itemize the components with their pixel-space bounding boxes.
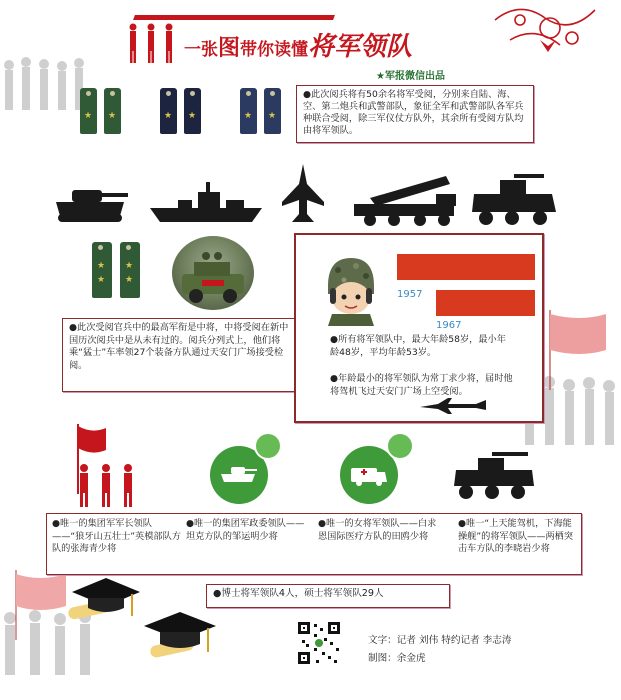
chart-category-label-1: 1967 xyxy=(436,320,462,331)
amphibious-vehicle-silhouette xyxy=(452,450,536,502)
general-avatar xyxy=(320,254,382,326)
airforce-epaulet-right: ★ xyxy=(264,88,281,134)
title-part4: 将军领队 xyxy=(308,32,413,62)
red-flag-decoration-left xyxy=(10,570,70,640)
intro-box xyxy=(296,85,534,143)
designer-credit: 制图：余金虎 xyxy=(368,653,426,664)
tank-icon xyxy=(219,464,259,486)
ambulance-icon xyxy=(349,462,389,488)
age-bar-chart xyxy=(390,252,540,332)
missile-launcher-silhouette xyxy=(350,172,460,228)
medical-badge-dot xyxy=(386,432,414,460)
fighter-jet-silhouette xyxy=(280,162,326,226)
lieutenant-general-epaulet-left: ★ ★ xyxy=(92,242,112,298)
army-epaulet-left: ★ xyxy=(80,88,97,134)
navy-epaulet-right: ★ xyxy=(184,88,201,134)
ship-silhouette xyxy=(148,178,264,226)
flag-bearers-silhouette xyxy=(66,420,146,510)
graduation-cap-icon-2 xyxy=(140,606,220,668)
jet-silhouette-small xyxy=(418,396,488,416)
graduation-cap-icon-1 xyxy=(62,574,142,630)
tank-silhouette xyxy=(50,180,130,226)
tank-badge-dot xyxy=(254,432,282,460)
chart-category-label-0: 1957 xyxy=(397,289,423,300)
airforce-epaulet-left: ★ xyxy=(240,88,257,134)
army-epaulet-right: ★ xyxy=(104,88,121,134)
degree-box xyxy=(206,584,450,608)
intro-text: ●此次阅兵将有50余名将军受阅，分别来自陆、海、空、第二炮兵和武警部队，象征全军和武警部队各军兵种联合受阅，除三军仪仗方队外，其余所有受阅方队均由将军领队。 xyxy=(303,89,524,136)
qr-code xyxy=(296,620,342,666)
flower-decoration xyxy=(490,0,600,65)
title-part2: 图 xyxy=(218,36,241,61)
mengshi-vehicle-photo xyxy=(172,236,254,310)
degree-text: ●博士将军领队4人，硕士将军领队29人 xyxy=(213,588,384,599)
highest-rank-text: ●此次受阅官兵中的最高军衔是中将，中将受阅在新中国历次阅兵中是从未有过的。阅兵分列式上，他们将乘“猛士”车率领27个装备方队通过天安门广场接受检阅。 xyxy=(69,322,289,371)
navy-epaulet-left: ★ xyxy=(160,88,177,134)
title-part3: 带你读懂 xyxy=(240,40,309,60)
highest-rank-box xyxy=(62,318,298,392)
age-bar-0 xyxy=(397,254,535,280)
unique-item-political-commissar: ●唯一的集团军政委领队——坦克方队的邹运明少将 xyxy=(186,518,305,542)
armored-vehicle-silhouette xyxy=(470,172,558,228)
red-flag-decoration-right xyxy=(540,310,610,390)
honor-guard-silhouettes xyxy=(124,22,180,64)
age-bar-1 xyxy=(436,290,535,316)
unique-item-female-general: ●唯一的女将军领队——白求恩国际医疗方队的田鸥少将 xyxy=(318,518,437,542)
header-red-stripe xyxy=(133,15,335,20)
lieutenant-general-epaulet-right: ★ ★ xyxy=(120,242,140,298)
page-title xyxy=(184,26,412,63)
parade-soldiers-background-left xyxy=(0,55,90,115)
title-part1: 一张 xyxy=(184,40,218,60)
youngest-general-text: ●年龄最小的将军领队为常丁求少将，届时他将驾机飞过天安门广场上空受阅。 xyxy=(330,373,513,397)
unique-item-air-sea-general: ●唯一“上天能驾机，下海能操舰”的将军领队——两栖突击车方队的李晓岩少将 xyxy=(458,518,574,554)
age-text: ●所有将军领队中，最大年龄58岁，最小年龄48岁，平均年龄53岁。 xyxy=(330,334,506,358)
author-credit: 文字：记者 刘伟 特约记者 李志涛 xyxy=(368,635,512,646)
credit-line: ★军报微信出品 xyxy=(376,71,445,82)
unique-item-army-commander: ●唯一的集团军军长领队——“狼牙山五壮士”英模部队方队的张海青少将 xyxy=(52,518,181,554)
